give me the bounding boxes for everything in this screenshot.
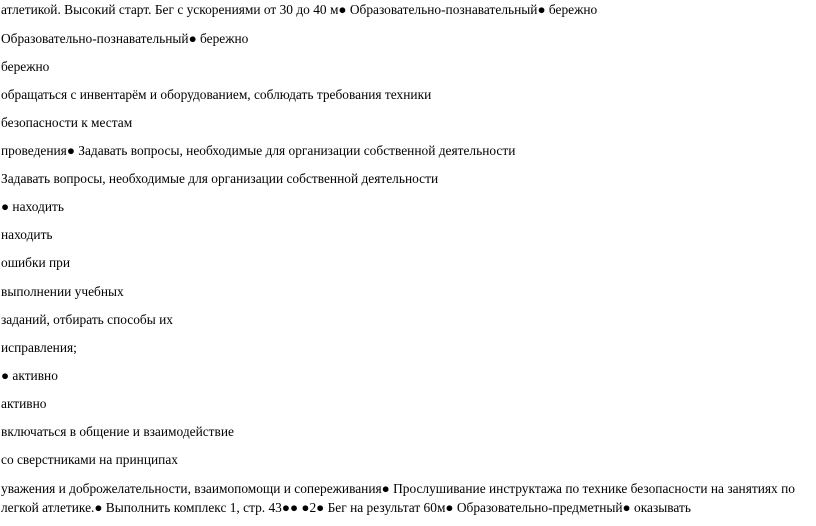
text-line-11: выполнении учебных <box>1 284 124 299</box>
text-line-1: атлетикой. Высокий старт. Бег с ускорениями от 30 до 40 м● Образовательно-познавательный● бережно <box>1 2 598 17</box>
text-line-3: бережно <box>1 59 50 74</box>
text-line-14: ● активно <box>1 368 58 383</box>
text-line-17: со сверстниками на принципах <box>1 452 178 467</box>
text-line-16: включаться в общение и взаимодействие <box>1 424 234 439</box>
text-line-18: уважения и доброжелательности, взаимопомощи и сопереживания● Прослушивание инструктажа по технике безопасности на занятиях по <box>1 481 795 496</box>
text-line-10: ошибки при <box>1 255 71 270</box>
text-line-12: заданий, отбирать способы их <box>1 312 173 327</box>
text-line-8: ● находить <box>1 199 64 214</box>
text-line-19: легкой атлетике.● Выполнить комплекс 1, стр. 43●● ●2● Бег на результат 60м● Образовательно-предметный● оказывать <box>1 500 691 515</box>
text-line-15: активно <box>1 396 47 411</box>
text-line-5: безопасности к местам <box>1 115 133 130</box>
text-line-13: исправления; <box>1 340 77 355</box>
text-line-9: находить <box>1 227 53 242</box>
text-line-7: Задавать вопросы, необходимые для организации собственной деятельности <box>1 171 439 186</box>
text-line-6: проведения● Задавать вопросы, необходимые для организации собственной деятельности <box>1 143 516 158</box>
text-line-2: Образовательно-познавательный● бережно <box>1 31 249 46</box>
text-line-4: обращаться с инвентарём и оборудованием, соблюдать требования техники <box>1 87 432 102</box>
